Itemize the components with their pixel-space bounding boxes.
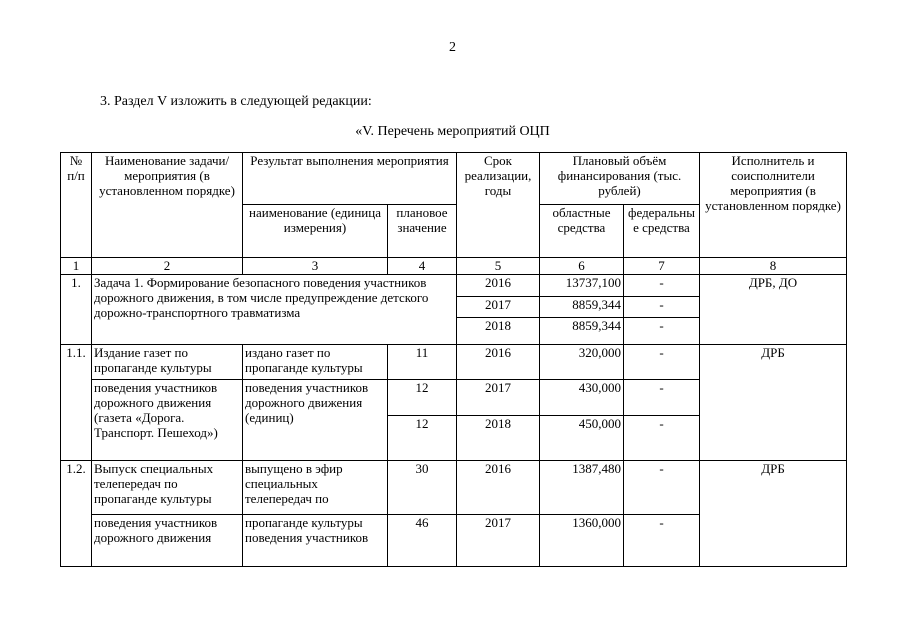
regional-funds-cell: 320,000 — [540, 345, 624, 380]
regional-funds-cell: 1360,000 — [540, 515, 624, 567]
executor-cell: ДРБ, ДО — [700, 275, 847, 345]
year-cell: 2018 — [457, 416, 540, 461]
header-term: Срок реализации, годы — [457, 153, 540, 258]
col-number: 6 — [540, 258, 624, 275]
header-num: № п/п — [61, 153, 92, 258]
executor-cell: ДРБ — [700, 461, 847, 567]
federal-funds-cell: - — [624, 275, 700, 297]
regional-funds-cell: 8859,344 — [540, 297, 624, 318]
plan-value-cell: 30 — [388, 461, 457, 515]
col-number: 5 — [457, 258, 540, 275]
activity-name: поведения участников дорожного движения (газета «Дорога. Транспорт. Пешеход») — [92, 380, 243, 461]
header-task: Наименование задачи/ мероприятия (в установленном порядке) — [92, 153, 243, 258]
header-finance: Плановый объём финансирования (тыс. рублей) — [540, 153, 700, 205]
regional-funds-cell: 13737,100 — [540, 275, 624, 297]
row-num: 1. — [61, 275, 92, 345]
federal-funds-cell: - — [624, 318, 700, 345]
col-number: 2 — [92, 258, 243, 275]
regional-funds-cell: 430,000 — [540, 380, 624, 416]
result-name: пропаганде культуры поведения участников — [243, 515, 388, 567]
plan-value-cell: 11 — [388, 345, 457, 380]
activities-table — [60, 152, 847, 567]
header-executor: Исполнитель и соисполнители мероприятия (в установленном порядке) — [700, 153, 847, 258]
year-cell: 2016 — [457, 345, 540, 380]
activity-name: Издание газет по пропаганде культуры — [92, 345, 243, 380]
table-row — [61, 345, 847, 380]
col-number: 3 — [243, 258, 388, 275]
result-name: выпущено в эфир специальных телепередач по — [243, 461, 388, 515]
federal-funds-cell: - — [624, 461, 700, 515]
intro-text: 3. Раздел V изложить в следующей редакции: — [100, 94, 372, 109]
regional-funds-cell: 1387,480 — [540, 461, 624, 515]
col-number: 1 — [61, 258, 92, 275]
year-cell: 2016 — [457, 275, 540, 297]
table-row — [61, 275, 847, 297]
header-finance-regional: областные средства — [540, 205, 624, 258]
year-cell: 2018 — [457, 318, 540, 345]
section-title: «V. Перечень мероприятий ОЦП — [355, 124, 550, 139]
header-finance-federal: федеральные средства — [624, 205, 700, 258]
col-number: 8 — [700, 258, 847, 275]
year-cell: 2016 — [457, 461, 540, 515]
col-number: 7 — [624, 258, 700, 275]
year-cell: 2017 — [457, 515, 540, 567]
result-name: издано газет по пропаганде культуры — [243, 345, 388, 380]
row-num: 1.1. — [61, 345, 92, 461]
year-cell: 2017 — [457, 380, 540, 416]
task-name: Задача 1. Формирование безопасного поведения участников дорожного движения, в том числе предупреждение детского дорожно-транспортного травматизма — [92, 275, 457, 345]
plan-value-cell: 46 — [388, 515, 457, 567]
activity-name: поведения участников дорожного движения — [92, 515, 243, 567]
federal-funds-cell: - — [624, 345, 700, 380]
executor-cell: ДРБ — [700, 345, 847, 461]
table-row — [61, 461, 847, 515]
federal-funds-cell: - — [624, 515, 700, 567]
row-num: 1.2. — [61, 461, 92, 567]
header-result: Результат выполнения мероприятия — [243, 153, 457, 205]
page-number: 2 — [449, 40, 456, 55]
federal-funds-cell: - — [624, 416, 700, 461]
header-result-name: наименование (единица измерения) — [243, 205, 388, 258]
plan-value-cell: 12 — [388, 380, 457, 416]
activity-name: Выпуск специальных телепередач по пропаганде культуры — [92, 461, 243, 515]
regional-funds-cell: 8859,344 — [540, 318, 624, 345]
year-cell: 2017 — [457, 297, 540, 318]
regional-funds-cell: 450,000 — [540, 416, 624, 461]
header-result-plan: плановое значение — [388, 205, 457, 258]
col-number: 4 — [388, 258, 457, 275]
federal-funds-cell: - — [624, 380, 700, 416]
result-name: поведения участников дорожного движения (единиц) — [243, 380, 388, 461]
column-numbers-row — [61, 258, 847, 275]
federal-funds-cell: - — [624, 297, 700, 318]
plan-value-cell: 12 — [388, 416, 457, 461]
